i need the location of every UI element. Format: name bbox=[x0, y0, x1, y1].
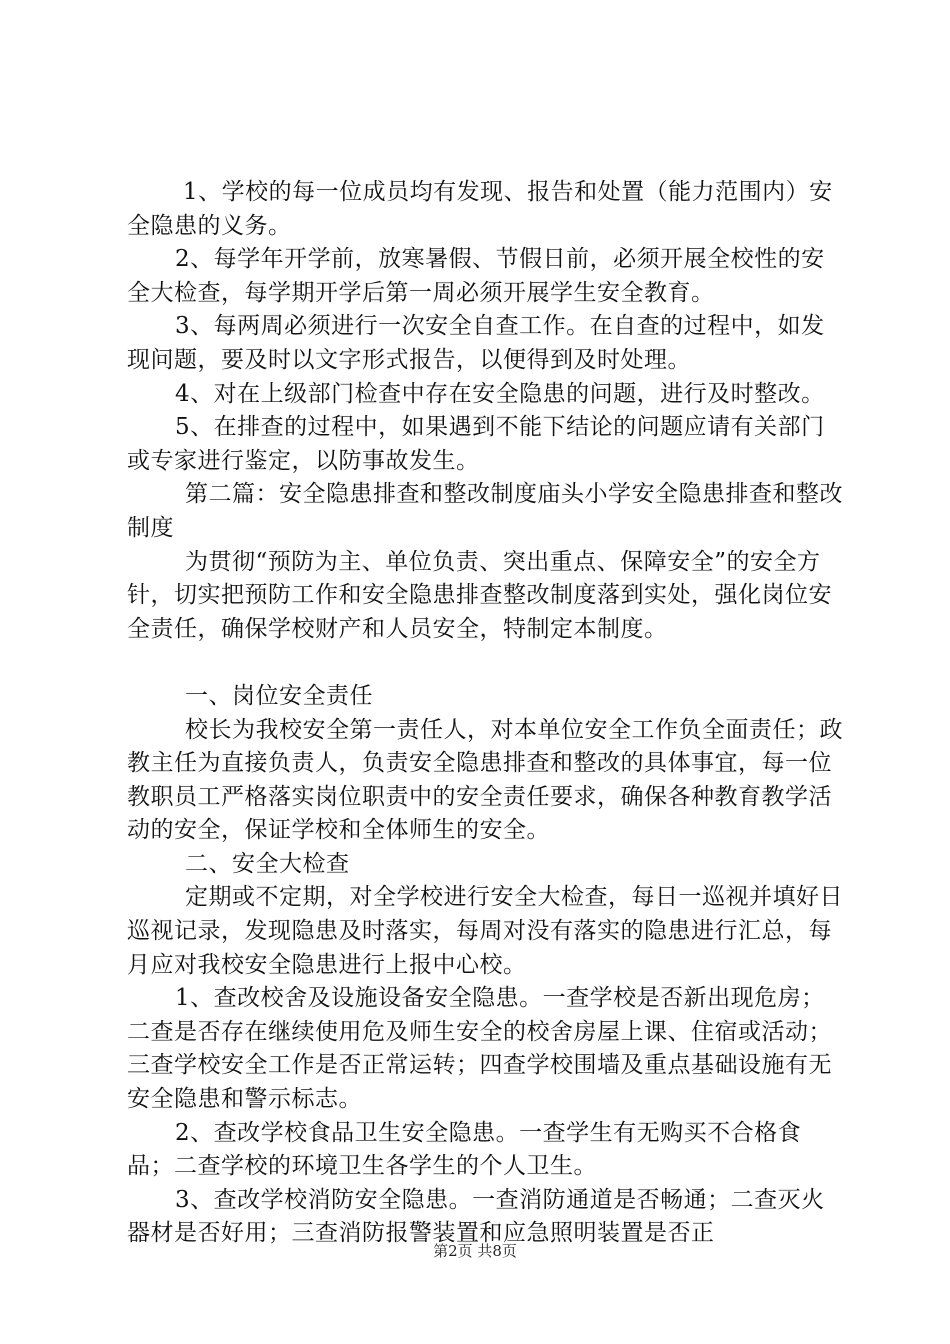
paragraph-1: 1、学校的每一位成员均有发现、报告和处置（能力范围内）安全隐患的义务。 bbox=[127, 179, 833, 239]
blank-line bbox=[127, 646, 847, 680]
paragraph-inspection-item-3: 3、查改学校消防安全隐患。一查消防通道是否畅通；二查灭火器材是否好用；三查消防报警装置和应急照明装置是否正 bbox=[127, 1186, 825, 1247]
paragraph-inspection: 定期或不定期，对全学校进行安全大检查，每日一巡视并填好日巡视记录，发现隐患及时落实，每周对没有落实的隐患进行汇总，每月应对我校安全隐患进行上报中心校。 bbox=[127, 884, 843, 978]
paragraph-responsibility: 校长为我校安全第一责任人，对本单位安全工作负全面责任；政教主任为直接负责人，负责安全隐患排查和整改的具体事宜，每一位教职员工严格落实岗位职责中的安全责任要求，确保各种教育教学活动的安全，保证学校和全体师生的安全。 bbox=[127, 716, 843, 844]
paragraph-inspection-item-2: 2、查改学校食品卫生安全隐患。一查学生有无购买不合格食品；二查学校的环境卫生各学生的个人卫生。 bbox=[127, 1119, 802, 1180]
paragraph-4: 4、对在上级部门检查中存在安全隐患的问题，进行及时整改。 bbox=[175, 380, 825, 407]
paragraph-5: 5、在排查的过程中，如果遇到不能下结论的问题应请有关部门或专家进行鉴定，以防事故发生。 bbox=[127, 414, 825, 474]
paragraph-3: 3、每两周必须进行一次安全自查工作。在自查的过程中，如发现问题，要及时以文字形式报告，以便得到及时处理。 bbox=[127, 313, 825, 373]
heading-post-responsibility: 一、岗位安全责任 bbox=[185, 682, 373, 709]
heading-safety-inspection: 二、安全大检查 bbox=[185, 850, 350, 877]
page-number-footer: 第2页 共8页 bbox=[433, 1242, 517, 1260]
section-heading-part-two: 第二篇：安全隐患排查和整改制度庙头小学安全隐患排查和整改制度 bbox=[127, 481, 843, 541]
paragraph-inspection-item-1: 1、查改校舍及设施设备安全隐患。一查学校是否新出现危房；二查是否存在继续使用危及师生安全的校舍房屋上课、住宿或活动；三查学校安全工作是否正常运转；四查学校围墙及重点基础设施有无安全隐患和警示标志。 bbox=[127, 985, 832, 1113]
document-body bbox=[127, 176, 847, 1251]
paragraph-2: 2、每学年开学前，放寒暑假、节假日前，必须开展全校性的安全大检查，每学期开学后第一周必须开展学生安全教育。 bbox=[127, 246, 825, 306]
paragraph-purpose: 为贯彻“预防为主、单位负责、突出重点、保障安全”的安全方针，切实把预防工作和安全隐患排查整改制度落到实处，强化岗位安全责任，确保学校财产和人员安全，特制定本制度。 bbox=[127, 548, 832, 642]
